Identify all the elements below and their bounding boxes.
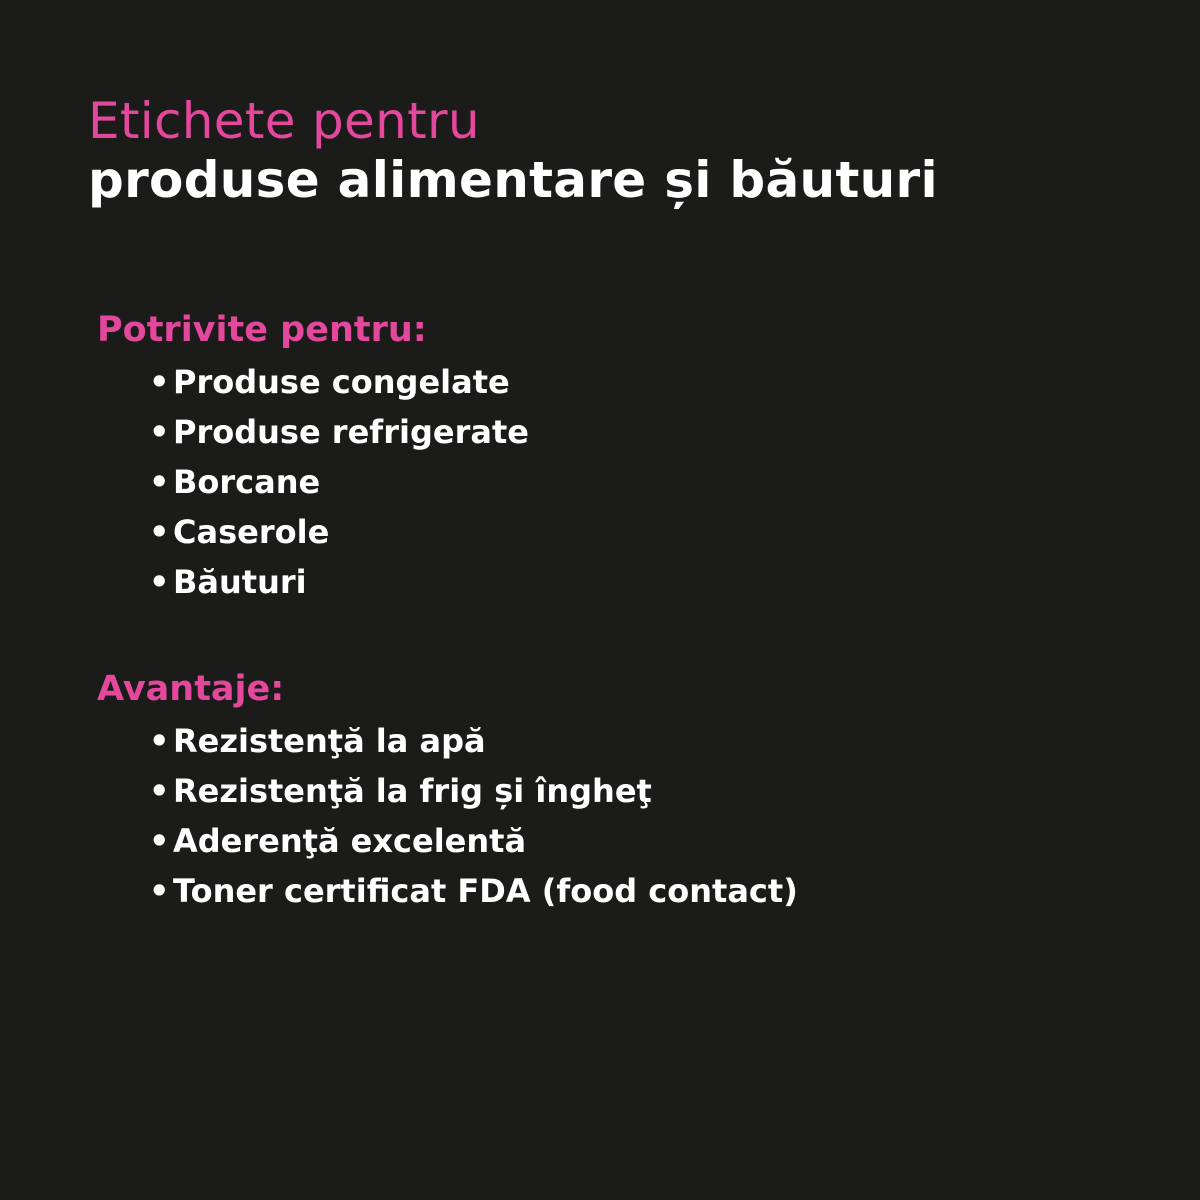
list-item-label: Aderenţă excelentă <box>173 822 527 860</box>
list-item <box>149 357 529 407</box>
advantages-heading: Avantaje: <box>97 669 285 709</box>
list-item <box>149 557 529 607</box>
suitable-for-heading: Potrivite pentru: <box>97 310 427 350</box>
title-line-main: produse alimentare și băuturi <box>88 151 938 209</box>
suitable-for-list <box>97 357 529 607</box>
advantages-section <box>97 665 798 916</box>
list-item <box>149 866 798 916</box>
list-item <box>149 766 798 816</box>
list-item-label: Produse refrigerate <box>173 413 529 451</box>
page-title <box>88 92 938 210</box>
bullet-icon: • <box>149 822 170 860</box>
bullet-icon: • <box>149 463 170 501</box>
list-item-label: Toner certificat FDA (food contact) <box>173 872 798 910</box>
suitable-for-section <box>97 306 529 607</box>
bullet-icon: • <box>149 513 170 551</box>
bullet-icon: • <box>149 563 170 601</box>
bullet-icon: • <box>149 413 170 451</box>
list-item-label: Produse congelate <box>173 363 510 401</box>
list-item-label: Caserole <box>173 513 330 551</box>
bullet-icon: • <box>149 363 170 401</box>
title-line-accent: Etichete pentru <box>88 92 480 150</box>
list-item <box>149 407 529 457</box>
list-item <box>149 507 529 557</box>
list-item <box>149 816 798 866</box>
list-item-label: Borcane <box>173 463 321 501</box>
list-item-label: Rezistenţă la frig și îngheţ <box>173 772 652 810</box>
advantages-list <box>97 716 798 916</box>
bullet-icon: • <box>149 872 170 910</box>
list-item <box>149 716 798 766</box>
list-item-label: Rezistenţă la apă <box>173 722 486 760</box>
list-item-label: Băuturi <box>173 563 307 601</box>
bullet-icon: • <box>149 772 170 810</box>
list-item <box>149 457 529 507</box>
bullet-icon: • <box>149 722 170 760</box>
